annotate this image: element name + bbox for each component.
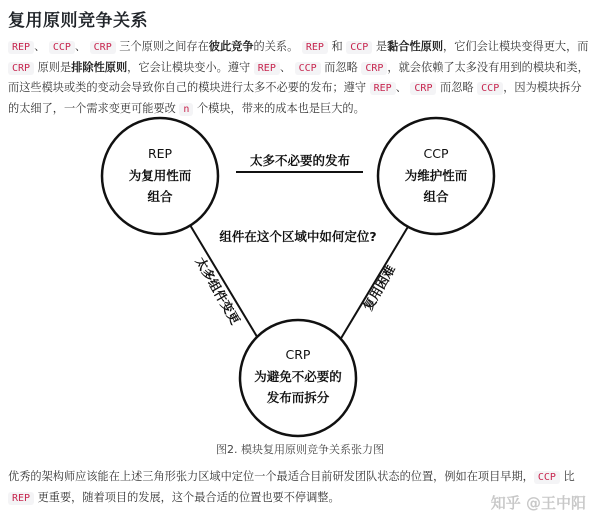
tag-rep: REP bbox=[8, 492, 34, 505]
svg-text:组合: 组合 bbox=[147, 189, 173, 204]
tag-ccp: CCP bbox=[295, 62, 321, 75]
tag-ccp: CCP bbox=[534, 471, 560, 484]
intro-paragraph: REP 、 CCP 、 CRP 三个原则之间存在彼此竞争的关系。 REP 和 CCP 是黏合性原则，它们会让模块变得更大，而 CRP 原则是排除性原则，它会让模块变小。遵守 REP 、 CCP 而忽略 CRP ，就会依赖了太多没有用到的模块和类，而这些模块或类的变动会导致你自己的模块进行太多不必要的发布；遵守 REP 、 CRP 而忽略 CCP ，因为模块拆分的太细了，一个需求变更可能要改 n 个模块，带来的成本也是巨大的。 bbox=[8, 40, 589, 115]
figure-caption: 图2. 模块复用原则竞争关系张力图 bbox=[216, 443, 384, 456]
svg-text:发布而拆分: 发布而拆分 bbox=[266, 390, 330, 405]
svg-text:CCP: CCP bbox=[423, 146, 449, 161]
tag-rep: REP bbox=[302, 41, 328, 54]
svg-text:为避免不必要的: 为避免不必要的 bbox=[254, 369, 342, 384]
svg-text:组合: 组合 bbox=[423, 189, 449, 204]
node-ccp bbox=[378, 118, 494, 234]
node-crp bbox=[240, 320, 356, 436]
page-title: 复用原则竞争关系 bbox=[8, 11, 148, 31]
center-question: 组件在这个区域中如何定位? bbox=[219, 229, 377, 244]
tag-crp: CRP bbox=[410, 82, 436, 95]
watermark: 知乎 @王中阳 bbox=[490, 494, 586, 512]
svg-text:为维护性而: 为维护性而 bbox=[404, 168, 468, 183]
tag-rep: REP bbox=[8, 41, 34, 54]
tag-n: n bbox=[179, 103, 193, 116]
conclusion-paragraph: 优秀的架构师应该能在上述三角形张力区域中定位一个最适合目前研发团队状态的位置，例如在项目早期， CCP 比 REP 更重要，随着项目的发展，这个最合适的位置也要不停调整。 bbox=[8, 470, 575, 504]
edge-label-left: 太多组件变更 bbox=[192, 254, 244, 327]
svg-text:CRP: CRP bbox=[285, 347, 311, 362]
tag-ccp: CCP bbox=[49, 41, 75, 54]
tag-rep: REP bbox=[370, 82, 396, 95]
tag-crp: CRP bbox=[90, 41, 116, 54]
tag-crp: CRP bbox=[8, 62, 34, 75]
svg-text:为复用性而: 为复用性而 bbox=[128, 168, 192, 183]
svg-text:REP: REP bbox=[147, 146, 173, 161]
tag-ccp: CCP bbox=[346, 41, 372, 54]
tag-rep: REP bbox=[254, 62, 280, 75]
edge-label-right: 复用困难 bbox=[360, 262, 399, 314]
tag-ccp: CCP bbox=[477, 82, 503, 95]
edge-label-top: 太多不必要的发布 bbox=[249, 153, 351, 168]
tag-crp: CRP bbox=[361, 62, 387, 75]
node-rep bbox=[102, 118, 218, 234]
